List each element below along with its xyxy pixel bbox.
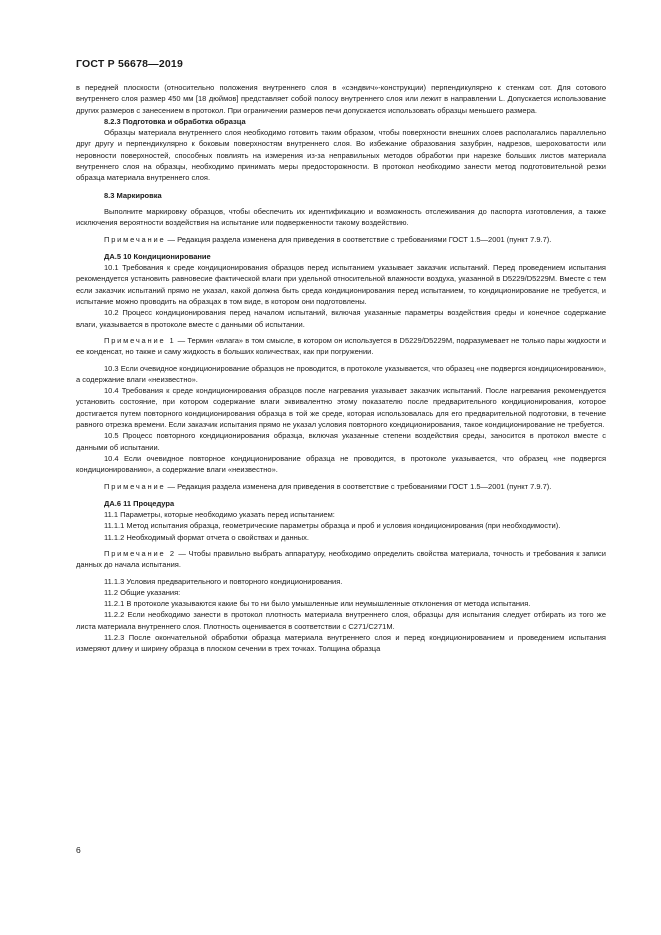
- section-heading: 8.3 Маркировка: [104, 190, 162, 200]
- page-number: 6: [76, 845, 81, 855]
- body-paragraph: Выполните маркировку образцов, чтобы обеспечить их идентификацию и возможность отслеживания до паспорта изготовления, а также исключения вероятности воздействия на испытание или подверженности такому воздействию.: [76, 206, 606, 228]
- body-paragraph: 10.3 Если очевидное кондиционирование образцов не проводится, в протоколе указывается, что образец «не подвергся кондиционированию», а содержание влаги «неизвестно».: [76, 363, 606, 384]
- body-paragraph: 11.1.3 Условия предварительного и повторного кондиционирования.: [104, 576, 343, 586]
- body-paragraph: 10.5 Процесс повторного кондиционирования образца, включая указанные степени воздействия среды, заносится в протокол вместе с данными об испытании.: [76, 431, 606, 452]
- note-label: Примечание 1: [104, 335, 176, 345]
- note-text: — Редакция раздела изменена для приведения в соответствие с требованиями ГОСТ 1.5—2001 (пункт 7.9.7).: [165, 481, 552, 491]
- note-label: Примечание 2: [104, 548, 176, 558]
- note-paragraph: [76, 481, 606, 492]
- note-text: — Термин «влага» в том смысле, в котором он используется в D5229/D5229M, подразумевает не только пары жидкости и ее конденсат, но также и саму жидкость в больших количествах, как при погружении.: [76, 335, 607, 357]
- note-paragraph: [76, 335, 606, 358]
- note-text: — Редакция раздела изменена для приведения в соответствие с требованиями ГОСТ 1.5—2001 (пункт 7.9.7).: [165, 234, 552, 244]
- note-label: Примечание: [104, 481, 166, 491]
- note-paragraph: [76, 234, 606, 245]
- note-label: Примечание: [104, 234, 166, 244]
- body-paragraph: в передней плоскости (относительно положения внутреннего слоя в «сэндвич»-конструкции) перпендикулярно к стенкам сот. Для сотового внутреннего слоя размер 450 мм [18 дюймов] представляет собой полосу внутреннего слоя или лежит в направлении L. Допускается использование других размеров с занесением в протокол. При ограничении размеров печи допускается использовать образцы меньшего размера.: [76, 83, 606, 115]
- body-paragraph: 11.2 Общие указания:: [104, 587, 181, 597]
- body-paragraph: 11.2.3 После окончательной обработки образца материала внутреннего слоя и перед кондиционированием и проведением испытания измеряют длину и ширину образца в плоском сечении в трех точках. Толщина образца: [76, 633, 606, 654]
- section-heading: ДА.6 11 Процедура: [104, 498, 175, 508]
- body-paragraph: 10.2 Процесс кондиционирования перед началом испытаний, включая указанные параметры воздействия среды и конечное содержание влаги, указывается в протоколе вместе с данными об испытании.: [76, 308, 606, 329]
- section-heading: 8.2.3 Подготовка и обработка образца: [104, 116, 246, 126]
- body-paragraph: 11.2.1 В протоколе указываются какие бы то ни было умышленные или неумышленные отклонения от метода испытания.: [104, 599, 531, 609]
- document-body: [76, 82, 606, 655]
- body-paragraph: 11.1.1 Метод испытания образца, геометрические параметры образца и проб и условия кондиционирования (при необходимости).: [104, 521, 561, 531]
- body-paragraph: 10.4 Если очевидное повторное кондиционирование образца не проводится, в протоколе указывается, что образец «не подвергся кондиционированию», а содержание влаги «неизвестно».: [76, 453, 606, 475]
- section-heading: ДА.5 10 Кондиционирование: [104, 251, 211, 261]
- body-paragraph: Образцы материала внутреннего слоя необходимо готовить таким образом, чтобы поверхности внешних слоев располагались параллельно друг другу и перпендикулярно к боковым поверхностям внутреннего слоя. Во избежание образования зазубрин, надрезов, шероховатости или неровности поверхностей, способных повлиять на измерения из-за неправильных методов обработки при нарезке больших листов материала внутреннего слоя на образцы, необходимо принимать меры предосторожности. В протокол необходимо занести метод подготовительной резки образца материала внутреннего слоя.: [76, 128, 606, 183]
- body-paragraph: 11.1 Параметры, которые необходимо указать перед испытанием:: [104, 510, 335, 520]
- document-header: ГОСТ Р 56678—2019: [76, 58, 184, 70]
- body-paragraph: 10.1 Требования к среде кондиционирования образцов перед испытанием указывает заказчик испытаний. Перед проведением испытания рекомендуется установить равновесие фактической влаги при удельной относительной влажности воздуха, указанной в D5229/D5229M. Вместе с тем если заказчик испытаний прямо не указал, какой должна быть среда кондиционирования перед испытанием, то кондиционирование не требуется, и испытание можно проводить на образцах в том виде, в котором они подготовлены.: [76, 263, 606, 307]
- body-paragraph: 10.4 Требования к среде кондиционирования образцов после нагревания указывает заказчик испытаний. После нагревания рекомендуется установить состояние, при котором содержание влаги эквивалентно этому показателю после предварительного кондиционирования, которое достигается путем повторного кондиционирования образца в той же среде, которая использовалась для его предварительной подготовки, в течение равного отрезка времени. Если заказчик испытания прямо не указал условия повторного кондиционирования, такое кондиционирование не требуется.: [76, 386, 606, 430]
- body-paragraph: 11.2.2 Если необходимо занести в протокол плотность материала внутреннего слоя, образцы для испытания следует отбирать из того же листа материала внутреннего слоя. Плотность оценивается в соответствии с С271/С271М.: [76, 610, 606, 631]
- body-paragraph: 11.1.2 Необходимый формат отчета о свойствах и данных.: [104, 532, 309, 542]
- note-paragraph: [76, 548, 606, 571]
- note-text: — Чтобы правильно выбрать аппаратуру, необходимо определить свойства материала, точность и требования к записи данных до начала испытания.: [76, 548, 606, 570]
